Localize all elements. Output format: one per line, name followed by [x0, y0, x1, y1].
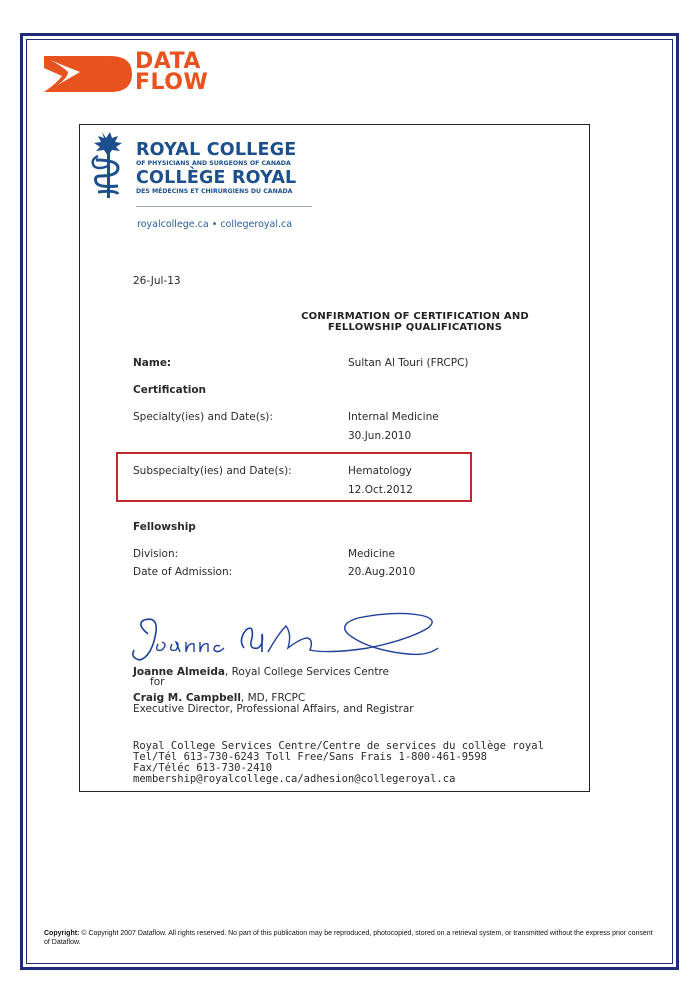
certification-heading: Certification — [133, 384, 207, 396]
contact-line-3: Fax/Téléc 613-730-2410 — [133, 762, 273, 774]
royal-college-emblem-icon — [88, 130, 128, 200]
logo-divider — [136, 206, 312, 207]
copyright-text: © Copyright 2007 Dataflow. All rights reserved. No part of this publication may be reproduced, photocopied, stored on a retrieval system, or transmitted without the express prior consent of Dataflow. — [44, 930, 653, 946]
contact-line-2: Tel/Tél 613-730-6243 Toll Free/Sans Frais 1-800-461-9598 — [133, 751, 488, 763]
royal-college-subtitle-fr: DES MÉDECINS ET CHIRURGIENS DU CANADA — [136, 188, 293, 195]
subspecialty-value: Hematology — [348, 465, 412, 477]
subspecialty-date: 12.Oct.2012 — [348, 484, 413, 496]
signatory-name: Joanne Almeida — [133, 666, 225, 678]
signatory-line — [133, 666, 389, 678]
subspecialty-label: Subspecialty(ies) and Date(s): — [133, 465, 292, 477]
subspecialty-highlight-box — [116, 452, 472, 502]
name-value: Sultan Al Touri (FRCPC) — [348, 357, 469, 369]
copyright-label: Copyright: — [44, 930, 80, 937]
director-title: Executive Director, Professional Affairs, and Registrar — [133, 703, 414, 715]
signatory-org: , Royal College Services Centre — [224, 666, 389, 678]
division-label: Division: — [133, 548, 179, 560]
dataflow-logo-text-1: DATA — [135, 49, 201, 74]
contact-line-1: Royal College Services Centre/Centre de services du collège royal — [133, 740, 544, 752]
signatory-for: for — [150, 676, 165, 688]
royal-college-urls: royalcollege.ca • collegeroyal.ca — [137, 219, 293, 230]
name-label: Name: — [133, 357, 172, 369]
specialty-label: Specialty(ies) and Date(s): — [133, 411, 273, 423]
copyright-notice — [44, 930, 654, 947]
division-value: Medicine — [348, 548, 395, 560]
document-title-line-2: FELLOWSHIP QUALIFICATIONS — [327, 322, 503, 333]
dataflow-logo-text-2: FLOW — [135, 70, 209, 95]
fellowship-heading: Fellowship — [133, 521, 196, 533]
specialty-date: 30.Jun.2010 — [348, 430, 412, 442]
director-credentials: , MD, FRCPC — [240, 692, 306, 704]
royal-college-name-fr: COLLÈGE ROYAL — [136, 168, 297, 188]
royal-college-subtitle-en: OF PHYSICIANS AND SURGEONS OF CANADA — [136, 160, 291, 167]
director-name: Craig M. Campbell — [133, 692, 241, 704]
admission-label: Date of Admission: — [133, 566, 233, 578]
issue-date: 26-Jul-13 — [133, 275, 181, 287]
specialty-value: Internal Medicine — [348, 411, 439, 423]
contact-line-4: membership@royalcollege.ca/adhesion@collegeroyal.ca — [133, 773, 456, 785]
document-title-line-1: CONFIRMATION OF CERTIFICATION AND — [301, 311, 529, 322]
document-title — [230, 311, 600, 333]
royal-college-name-en: ROYAL COLLEGE — [136, 140, 297, 160]
admission-value: 20.Aug.2010 — [348, 566, 416, 578]
